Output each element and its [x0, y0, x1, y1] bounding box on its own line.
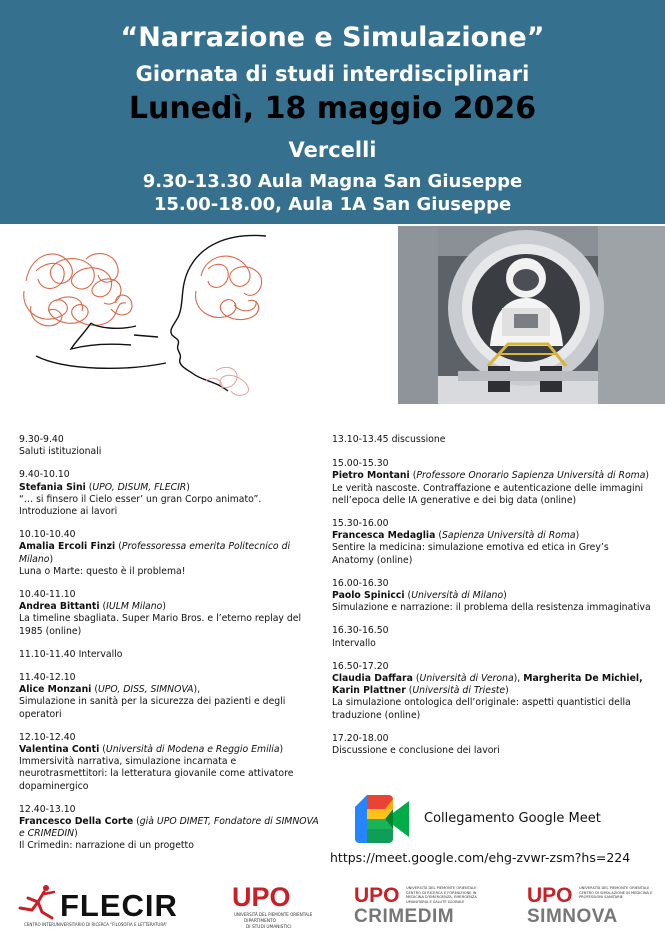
item-title: La timeline sbagliata. Super Mario Bros. e l’eterno replay del 1985 (online) [19, 613, 302, 637]
upo-wordmark: UPO [527, 884, 573, 907]
meet-label: Collegamento Google Meet [424, 811, 601, 826]
session-afternoon: 15.00-18.00, Aula 1A San Giuseppe [153, 194, 512, 215]
item-time: 13.10-13.45 [332, 434, 389, 445]
program-item: 16.00-16.30 Paolo Spinicci (Università di Milano) Simulazione e narrazione: il problema della resistenza immaginativa [332, 577, 651, 614]
program-item: 15.00-15.30 Pietro Montani (Professore Onorario Sapienza Università di Roma) Le verità nascoste. Contraffazione e autenticazione delle immagini nell’epoca delle IA generative e dei big data (online) [332, 458, 652, 507]
program-item [332, 434, 652, 446]
speaker-name: Claudia Daffara [332, 673, 413, 685]
astronaut-photo [398, 226, 665, 404]
speaker-affiliation: UPO, DISUM, FLECIR [92, 481, 187, 493]
item-title: “… si finsero il Cielo esser’ un gran Corpo animato”. Introduzione ai lavori [19, 493, 262, 518]
item-time: 11.10-11.40 [19, 648, 76, 660]
speaker-name: Valentina Conti [19, 744, 100, 756]
item-title: Discussione e conclusione dei lavori [332, 745, 500, 757]
item-time: 10.10-10.40 [19, 529, 76, 541]
item-time: 15.00-15.30 [332, 458, 389, 470]
speaker-affiliation: IULM Milano [106, 601, 163, 613]
item-title: Simulazione e narrazione: il problema della resistenza immaginativa [332, 602, 651, 614]
simnova-header: UNIVERSITÀ DEL PIEMONTE ORIENTALE · CENTRO DI SIMULAZIONE IN MEDICINA E PROFESSIONI SANITARIE [579, 886, 653, 899]
upo-dept-label: DIPARTIMENTO [244, 919, 277, 924]
program-item: 16.50-17.20 Claudia Daffara (Università di Verona), Margherita De Michiel, Karin Plattner (Università di Trieste) La simulazione ontologica dell’originale: aspetti quantistici della traduzione (online) [332, 661, 652, 722]
program-item: 11.40-12.10 Alice Monzani (UPO, DISS, SIMNOVA), Simulazione in sanità per la sicurezza dei pazienti e degli operatori [19, 672, 319, 721]
crimedim-header: UNIVERSITÀ DEL PIEMONTE ORIENTALE · CENTRO DI RICERCA E FORMAZIONE IN MEDICINA D’EMERGENZA, EMERGENZA UMANITARIA E SALUTE GLOBALE [406, 886, 479, 904]
item-title: Luna o Marte: questo è il problema! [19, 565, 186, 577]
speaker-name: Andrea Bittanti [19, 601, 100, 613]
flecir-figure-icon [18, 884, 58, 922]
speaker-affiliation: Professore Onorario Sapienza Università di Roma [416, 470, 646, 482]
simnova-wordmark: SIMNOVA [527, 906, 618, 927]
program-item: 10.40-11.10 Andrea Bittanti (IULM Milano) La timeline sbagliata. Super Mario Bros. e l’eterno replay del 1985 (online) [19, 589, 319, 638]
crimedim-logo [352, 884, 482, 934]
item-time: 9.40-10.10 [19, 469, 70, 481]
google-meet-icon[interactable] [355, 795, 411, 843]
event-date: Lunedì, 18 maggio 2026 [128, 91, 537, 126]
item-title: Intervallo [78, 648, 123, 660]
crimedim-wordmark: CRIMEDIM [354, 906, 455, 927]
item-title: Saluti istituzionali [19, 446, 102, 458]
speaker-affiliation: UPO, DISS, SIMNOVA [97, 684, 194, 696]
item-time: 11.40-12.10 [19, 672, 76, 684]
item-time: 12.10-12.40 [19, 731, 76, 743]
speaker-affiliation: Sapienza Università di Roma [442, 530, 576, 542]
item-title: Il Crimedin: narrazione di un progetto [19, 840, 194, 852]
speaker-name: Margherita De Michiel, Karin Plattner [332, 673, 643, 697]
simnova-logo [525, 884, 657, 934]
item-time: 15.30-16.00 [332, 518, 389, 530]
upo-disum-logo [228, 882, 312, 937]
event-city: Vercelli [288, 138, 377, 162]
item-title: Immersività narrativa, simulazione incarnata e neurotrasmettitori: la letteratura giovanile come attivatore dopaminergico [19, 756, 294, 792]
program-item: 12.10-12.40 Valentina Conti (Università di Modena e Reggio Emilia) Immersività narrativa, simulazione incarnata e neurotrasmettitori: la letteratura giovanile come attivatore dopaminergico [19, 732, 319, 793]
item-title: La simulazione ontologica dell’originale: aspetti quantistici della traduzione (online) [332, 697, 631, 721]
flecir-subtitle: CENTRO INTERUNIVERSITARIO DI RICERCA “FILOSOFIA E LETTERATURA” [24, 922, 168, 927]
program-left-column [19, 434, 319, 864]
speaker-name: Amalia Ercoli Finzi [19, 541, 116, 553]
item-time: 16.00-16.30 [332, 577, 389, 589]
program-item: 10.10-10.40 Amalia Ercoli Finzi (Professoressa emerita Politecnico di Milano) Luna o Marte: questo è il problema! [19, 529, 319, 578]
event-subtitle: Giornata di studi interdisciplinari [135, 62, 530, 86]
item-title: Le verità nascoste. Contraffazione e autenticazione delle immagini nell’epoca delle IA generative e dei big data (online) [332, 482, 644, 506]
program-item [19, 649, 319, 661]
item-title: Sentire la medicina: simulazione emotiva ed etica in Grey’s Anatomy (online) [332, 542, 609, 566]
speaker-name: Pietro Montani [332, 470, 410, 482]
speaker-affiliation: Università di Verona [419, 673, 514, 685]
header-banner [0, 0, 665, 224]
upo-wordmark: UPO [232, 882, 291, 912]
speaker-affiliation: Università di Milano [411, 590, 504, 602]
speaker-name: Francesco Della Corte [19, 816, 134, 828]
program-item [332, 625, 652, 649]
item-time: 10.40-11.10 [19, 589, 76, 601]
program-item [332, 733, 652, 757]
item-title: Simulazione in sanità per la sicurezza dei pazienti e degli operatori [19, 696, 286, 720]
session-morning: 9.30-13.30 Aula Magna San Giuseppe [142, 171, 523, 192]
item-title: Intervallo [332, 637, 376, 649]
flecir-wordmark: FLECIR [60, 888, 178, 923]
speaker-name: Stefania Sini [19, 481, 86, 493]
program-item [19, 434, 319, 458]
speaker-affiliation: Professoressa emerita Politecnico di Milano [19, 541, 291, 565]
flecir-logo [18, 882, 200, 930]
speaker-name: Alice Monzani [19, 684, 92, 696]
item-time: 12.40-13.10 [19, 803, 76, 815]
speaker-affiliation: già UPO DIMET, Fondatore di SIMNOVA e CRIMEDIN [19, 816, 319, 840]
item-time: 16.30-16.50 [332, 625, 389, 637]
item-time: 16.50-17.20 [332, 660, 389, 672]
speaker-affiliation: Università di Trieste [412, 685, 506, 697]
program-item: 9.40-10.10 Stefania Sini (UPO, DISUM, FLECIR) “… si finsero il Cielo esser’ un gran Corpo animato”. Introduzione ai lavori [19, 469, 319, 518]
upo-dept-name: DI STUDI UMANISTICI [246, 925, 292, 930]
item-title: discussione [391, 434, 446, 445]
program-item: 12.40-13.10 Francesco Della Corte (già UPO DIMET, Fondatore di SIMNOVA e CRIMEDIN) Il Crimedin: narrazione di un progetto [19, 803, 319, 852]
program-item: 15.30-16.00 Francesca Medaglia (Sapienza Università di Roma) Sentire la medicina: simulazione emotiva ed etica in Grey’s Anatomy (online) [332, 518, 652, 567]
upo-university-name: UNIVERSITÀ DEL PIEMONTE ORIENTALE [234, 912, 313, 917]
item-time: 9.30-9.40 [19, 434, 64, 445]
speaker-affiliation: Università di Modena e Reggio Emilia [105, 744, 280, 756]
item-time: 17.20-18.00 [332, 732, 389, 744]
face-profile-illustration [16, 231, 266, 399]
upo-wordmark: UPO [354, 884, 400, 907]
speaker-name: Francesca Medaglia [332, 530, 436, 542]
program-right-column [332, 434, 652, 768]
speaker-name: Paolo Spinicci [332, 590, 405, 602]
event-title: “Narrazione e Simulazione” [120, 22, 545, 53]
meet-link[interactable]: https://meet.google.com/ehg-zvwr-zsm?hs=224 [330, 850, 631, 865]
